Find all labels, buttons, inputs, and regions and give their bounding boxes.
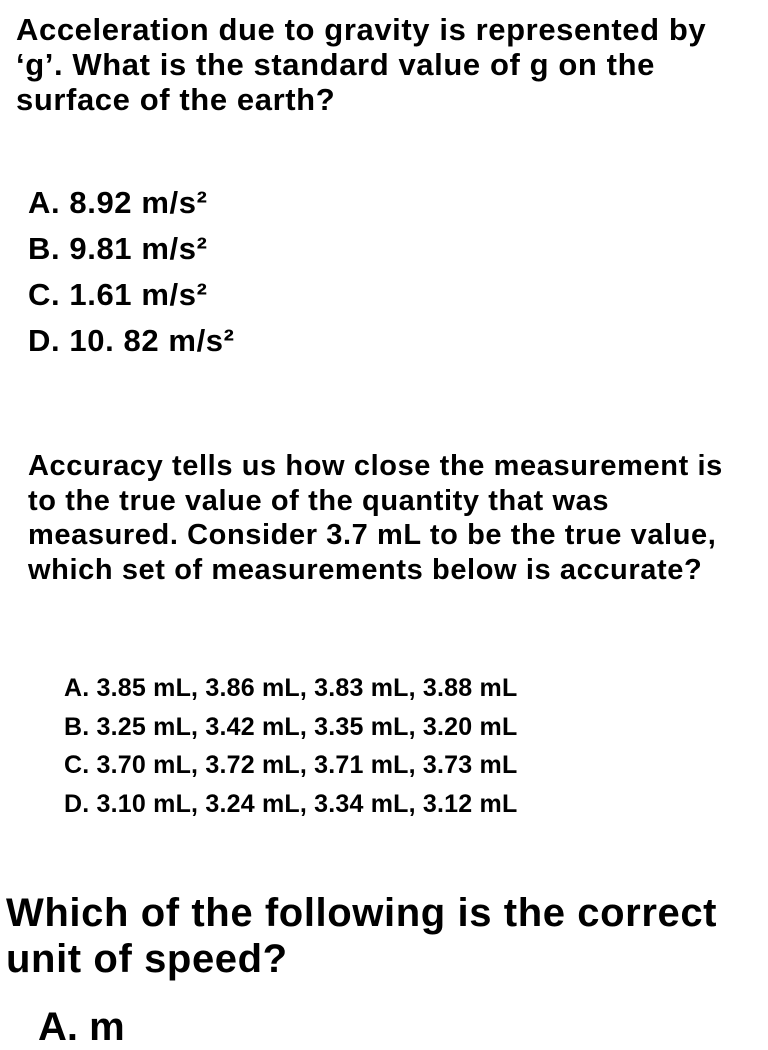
question-2-option-d: D. 3.10 mL, 3.24 mL, 3.34 mL, 3.12 mL bbox=[64, 789, 518, 818]
question-1-option-c: C. 1.61 m/s² bbox=[28, 277, 208, 312]
question-1-text: Acceleration due to gravity is represented by ‘g’. What is the standard value of g on the surface of the earth? bbox=[16, 12, 707, 117]
question-1-options bbox=[28, 180, 235, 364]
question-2-option-c: C. 3.70 mL, 3.72 mL, 3.71 mL, 3.73 mL bbox=[64, 751, 518, 779]
question-2-options bbox=[64, 669, 517, 823]
question-1-option-d: D. 10. 82 m/s² bbox=[28, 323, 235, 358]
question-2-option-a: A. 3.85 mL, 3.86 mL, 3.83 mL, 3.88 mL bbox=[64, 674, 518, 702]
question-3-text: Which of the following is the correct unit of speed? bbox=[6, 891, 718, 981]
question-2-option-b: B. 3.25 mL, 3.42 mL, 3.35 mL, 3.20 mL bbox=[64, 712, 518, 741]
question-1-option-b: B. 9.81 m/s² bbox=[28, 231, 208, 266]
question-3-option-a-partial: A. m bbox=[38, 1005, 125, 1049]
question-2-text: Accuracy tells us how close the measurement is to the true value of the quantity that was measured. Consider 3.7 mL to be the true value, which set of measurements below is accurate? bbox=[28, 450, 723, 586]
question-1-option-a: A. 8.92 m/s² bbox=[28, 185, 208, 220]
